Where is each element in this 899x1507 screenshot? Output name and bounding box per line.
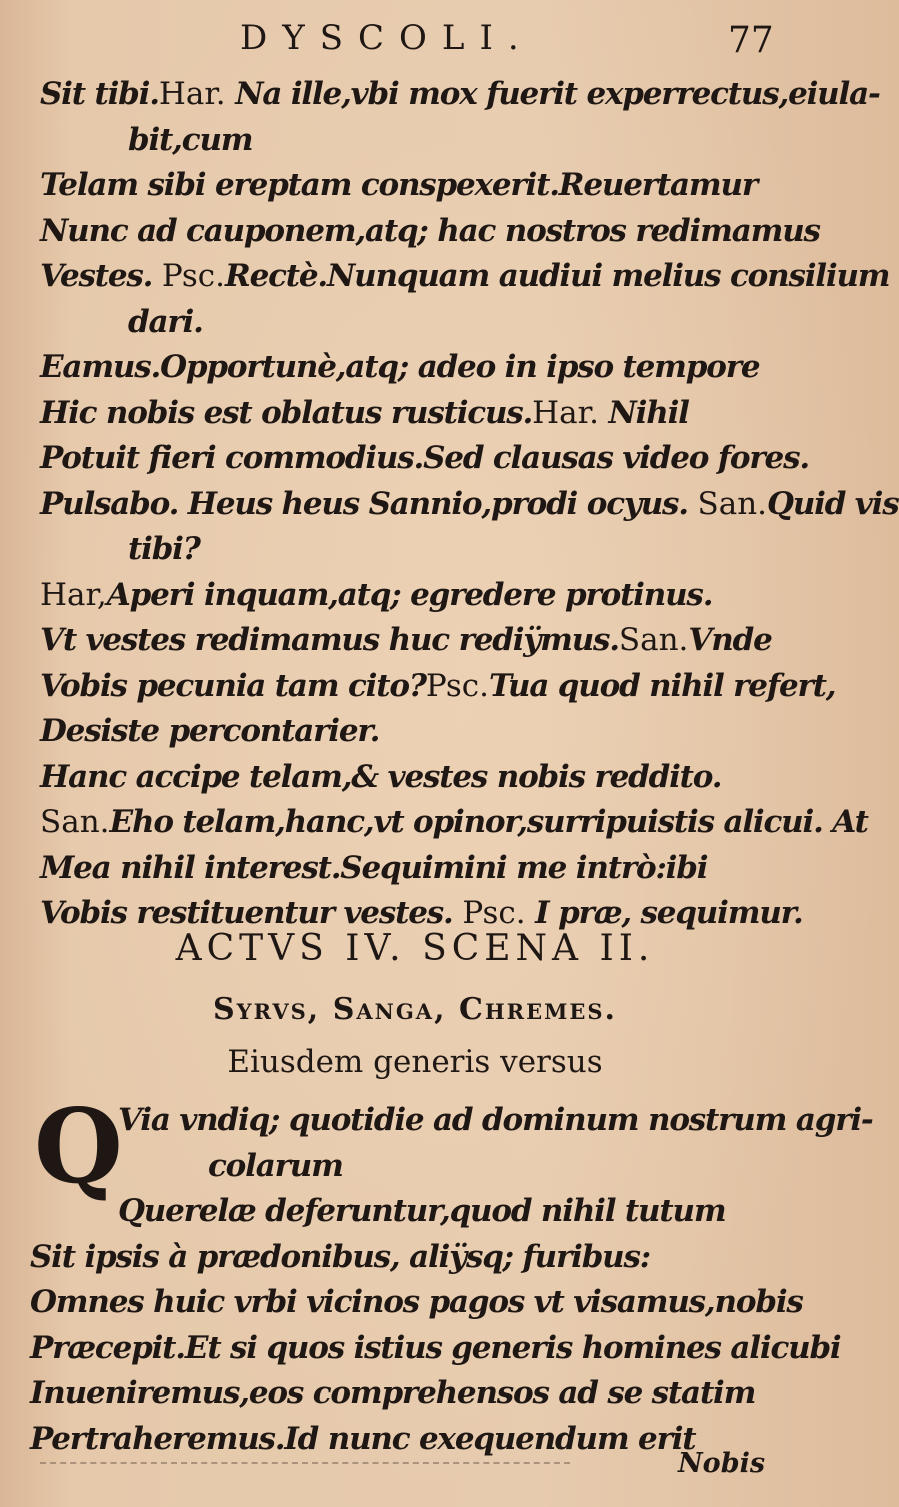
verse-line xyxy=(40,846,780,892)
verse-text: Nunc ad cauponem,atq; hac nostros redimamus xyxy=(40,212,820,249)
verse-line xyxy=(40,72,880,118)
bottom-rule xyxy=(40,1462,570,1464)
page-number: 77 xyxy=(728,20,774,61)
verse-line xyxy=(40,664,836,710)
verse-line xyxy=(40,300,780,346)
verse-block-1 xyxy=(40,72,899,937)
speaker-tag: Psc. xyxy=(425,667,489,704)
speaker-tag: Har. xyxy=(532,394,599,431)
verse-text: Eamus.Opportunè,atq; adeo in ipso tempore xyxy=(40,349,760,385)
verse-line: colarum xyxy=(208,1147,343,1184)
verse-text: Vestes. xyxy=(40,258,162,294)
verse-line xyxy=(40,345,780,391)
verse-text: dari. xyxy=(128,303,203,340)
verse-text: Mea nihil interest.Sequimini me intrò:ibi xyxy=(40,849,708,886)
verse-block-2 xyxy=(30,1087,873,1462)
verse-line xyxy=(40,391,780,437)
verse-line: Via vndiq; quotidie ad dominum nostrum agri- xyxy=(118,1102,873,1138)
verse-text: Potuit fieri commodius.Sed clausas video fores. xyxy=(40,440,809,476)
verse-text: Nihil xyxy=(598,394,689,431)
verse-line xyxy=(40,800,868,846)
verse-text: Desiste percontarier. xyxy=(40,713,380,749)
verse-text: Vnde xyxy=(688,622,772,658)
verse-text: Aperi inquam,atq; egredere protinus. xyxy=(106,576,713,613)
verse-line xyxy=(40,482,899,528)
verse-text: Pulsabo. Heus heus Sannio,prodi ocyus. xyxy=(40,485,698,522)
verse-line: Querelæ deferuntur,quod nihil tutum xyxy=(118,1193,726,1229)
verse-line xyxy=(40,254,890,300)
verse-line: Omnes huic vrbi vicinos pagos vt visamus,nobis xyxy=(30,1284,803,1320)
character-list: Syrvs, Sanga, Chremes. xyxy=(212,992,618,1027)
speaker-tag: San. xyxy=(618,622,689,658)
running-head: DYSCOLI. xyxy=(240,18,534,58)
verse-text: Hic nobis est oblatus rusticus. xyxy=(40,394,533,431)
verse-line xyxy=(40,573,780,619)
verse-line xyxy=(40,163,780,209)
verse-text: Tua quod nihil refert, xyxy=(488,667,836,704)
act-heading: ACTVS IV. SCENA II. xyxy=(175,928,655,969)
verse-text: tibi? xyxy=(128,531,200,567)
speaker-tag: Har. xyxy=(158,76,226,112)
verse-line xyxy=(40,209,820,255)
verse-line: Præcepit.Et si quos istius generis homines alicubi xyxy=(30,1329,841,1366)
verse-line xyxy=(40,755,780,801)
verse-line: Inueniremus,eos comprehensos ad se statim xyxy=(30,1375,756,1411)
verse-line xyxy=(40,527,780,573)
speaker-tag: San. xyxy=(40,804,110,840)
verse-line: Pertraheremus.Id nunc exequendum erit xyxy=(30,1420,696,1457)
verse-line xyxy=(40,618,780,664)
verse-text: Rectè.Nunquam audiui melius consilium xyxy=(225,258,890,294)
verse-text: Na ille,vbi mox fuerit experrectus,eiula- xyxy=(225,76,880,112)
speaker-tag: Psc. xyxy=(452,895,526,931)
verse-line xyxy=(40,118,780,164)
catchword: Nobis xyxy=(678,1448,766,1479)
verse-text: I præ, sequimur. xyxy=(525,895,803,931)
verse-line xyxy=(40,436,809,482)
verse-text: Eho telam,hanc,vt opinor,surripuistis alicui. At xyxy=(109,804,868,840)
verse-text: Vt vestes redimamus huc rediÿmus. xyxy=(40,622,619,658)
verse-line: Sit ipsis à prædonibus, aliÿsq; furibus: xyxy=(30,1238,650,1275)
speaker-tag: San. xyxy=(697,485,768,522)
verse-text: Hanc accipe telam,& vestes nobis reddito. xyxy=(40,758,722,795)
speaker-tag: Psc. xyxy=(161,258,226,294)
verse-text: Telam sibi ereptam conspexerit.Reuertamur xyxy=(40,167,757,203)
verse-text: Sit tibi. xyxy=(40,76,159,112)
verse-text: Vobis restituentur vestes. xyxy=(40,895,453,931)
scene-subtitle: Eiusdem generis versus xyxy=(227,1044,603,1080)
verse-text: Quid vis xyxy=(767,485,899,522)
verse-line xyxy=(40,709,780,755)
drop-cap: Q xyxy=(34,1087,123,1207)
verse-text: bit,cum xyxy=(128,121,253,158)
speaker-tag: Har, xyxy=(40,576,107,613)
verse-text: Vobis pecunia tam cito? xyxy=(40,667,426,704)
